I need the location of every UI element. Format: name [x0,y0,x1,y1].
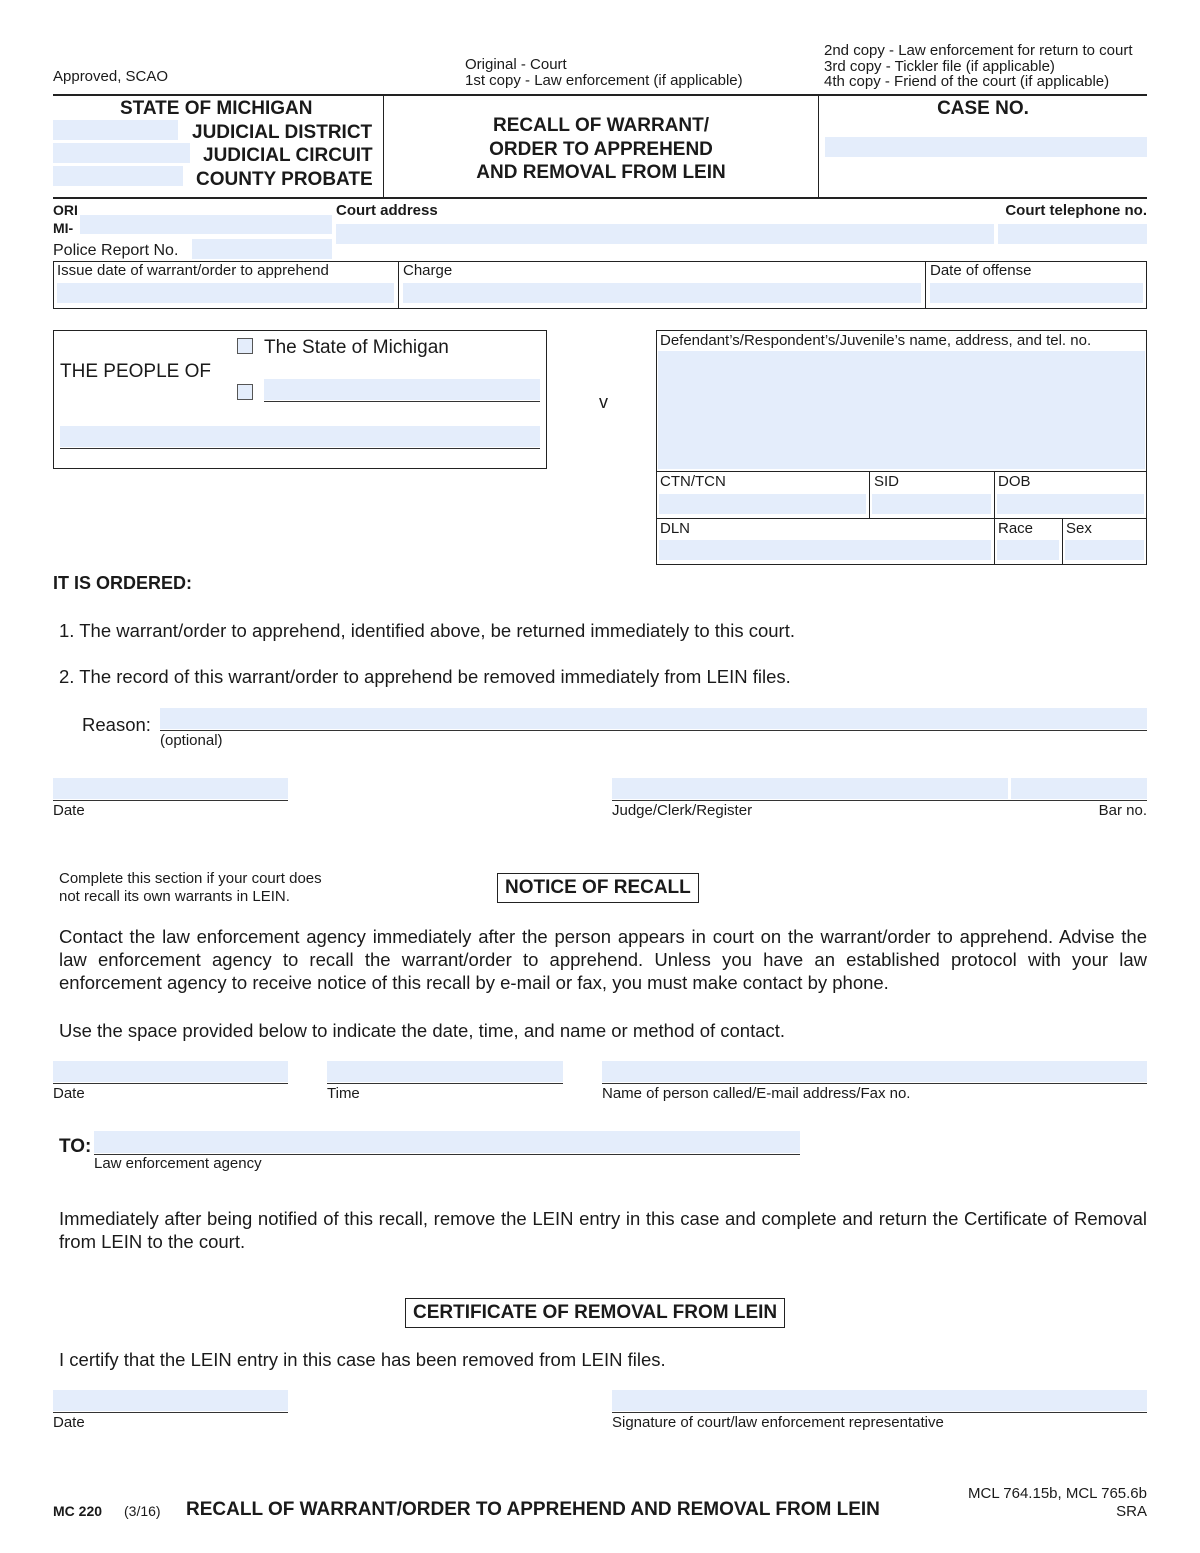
copy-line: Original - Court [465,56,567,73]
other-plaintiff-field[interactable] [264,379,540,400]
court-address-label: Court address [336,202,438,219]
defendant-col-rule [994,471,995,565]
ctn-tcn-label: CTN/TCN [660,473,726,490]
certificate-date-underline [53,1412,288,1413]
mcl-reference: MCL 764.15b, MCL 765.6b [968,1485,1147,1502]
copy-distribution-right [824,43,1133,90]
versus-label: v [599,392,608,412]
dob-label: DOB [998,473,1031,490]
circuit-field[interactable] [53,143,190,163]
ori-field[interactable] [80,215,332,234]
race-field[interactable] [997,540,1059,560]
sid-label: SID [874,473,900,490]
bar-no-label: Bar no. [1098,802,1147,819]
copy-distribution-center [465,57,743,89]
state-of-michigan-option: The State of Michigan [264,337,449,358]
defendant-col-rule [1062,518,1063,565]
sex-field[interactable] [1065,540,1144,560]
district-field[interactable] [53,120,178,140]
sra-reference: SRA [1116,1503,1147,1520]
sex-label: Sex [1066,520,1092,537]
dln-field[interactable] [659,540,991,560]
bar-no-field[interactable] [1011,778,1147,799]
notice-paragraph: Contact the law enforcement agency immediately after the person appears in court on the warrant/order to apprehend. Advise the law enforcement agency to recall the warrant/order to apprehend. Unless you have an established protocol with your law enforcement agency to receive notice of this recall by e-mail or fax, you must make contact by phone. [59,926,1147,993]
header-top-rule [53,94,1147,96]
issue-date-field[interactable] [57,283,394,303]
copy-line: 1st copy - Law enforcement (if applicable) [465,72,743,89]
footer-title: RECALL OF WARRANT/ORDER TO APPREHEND AND REMOVAL FROM LEIN [186,1499,880,1520]
judicial-circuit-label: JUDICIAL CIRCUIT [203,145,373,166]
side-note-line: not recall its own warrants in LEIN. [59,888,290,905]
county-probate-field[interactable] [53,166,183,186]
charge-label: Charge [403,262,453,279]
sid-field[interactable] [872,494,991,514]
reason-field[interactable] [160,708,1147,729]
defendant-name-label: Defendant’s/Respondent’s/Juvenile’s name, address, and tel. no. [660,332,1092,349]
reason-optional-note: (optional) [160,732,223,749]
police-report-field[interactable] [192,239,332,259]
it-is-ordered-heading: IT IS ORDERED: [53,573,193,593]
notice-of-recall-title: NOTICE OF RECALL [497,873,699,903]
certificate-signature-underline [612,1412,1147,1413]
approval-note: Approved, SCAO [53,68,169,85]
defendant-col-rule [869,471,870,518]
case-no-label: CASE NO. [937,98,1029,119]
contact-time-label: Time [327,1085,360,1102]
warrant-info-divider [398,261,399,309]
date-of-offense-label: Date of offense [930,262,1032,279]
contact-time-field[interactable] [327,1061,563,1082]
contact-time-underline [327,1083,563,1084]
contact-date-underline [53,1083,288,1084]
people-of-label: THE PEOPLE OF [60,361,211,382]
reason-label: Reason: [82,714,151,735]
race-label: Race [998,520,1034,537]
dob-field[interactable] [997,494,1144,514]
to-label: TO: [59,1136,92,1157]
copy-line: 3rd copy - Tickler file (if applicable) [824,57,1055,75]
judicial-district-label: JUDICIAL DISTRICT [192,122,373,143]
police-report-label: Police Report No. [53,242,179,259]
state-of-michigan-checkbox[interactable] [237,338,253,354]
judge-underline [612,800,1147,801]
people-extra-field[interactable] [60,426,540,447]
removal-instruction: Immediately after being notified of this recall, remove the LEIN entry in this case and complete and return the Certificate of Removal from LEIN to the court. [59,1208,1147,1252]
law-enforcement-agency-field[interactable] [94,1131,800,1153]
certificate-date-label: Date [53,1414,85,1431]
law-enforcement-agency-label: Law enforcement agency [94,1155,262,1172]
contact-date-label: Date [53,1085,85,1102]
form-number: MC 220 [53,1503,103,1519]
ori-label: ORI [53,202,78,218]
certificate-signature-label: Signature of court/law enforcement representative [612,1414,944,1431]
order-date-label: Date [53,802,85,819]
certificate-signature-field[interactable] [612,1390,1147,1411]
judge-signature-field[interactable] [612,778,1008,799]
people-extra-underline [60,448,540,449]
court-telephone-field[interactable] [998,224,1147,244]
contact-name-field[interactable] [602,1061,1147,1082]
header-bottom-rule [53,197,1147,199]
copy-line: 2nd copy - Law enforcement for return to court [824,42,1133,59]
other-plaintiff-underline [264,401,540,402]
charge-field[interactable] [403,283,921,303]
defendant-row-rule [656,518,1147,519]
order-date-underline [53,800,288,801]
form-title-line: RECALL OF WARRANT/ [492,115,710,136]
contact-date-field[interactable] [53,1061,288,1082]
dln-label: DLN [660,520,691,537]
court-address-field[interactable] [336,224,994,244]
copy-line: 4th copy - Friend of the court (if applicable) [824,73,1110,90]
state-of-michigan: STATE OF MICHIGAN [120,98,313,119]
notice-instruction: Use the space provided below to indicate the date, time, and name or method of contact. [59,1020,786,1041]
contact-name-label: Name of person called/E-mail address/Fax no. [602,1085,911,1102]
issue-date-label: Issue date of warrant/order to apprehend [57,262,329,279]
order-date-field[interactable] [53,778,288,799]
mi-label: MI- [53,220,74,236]
certificate-title: CERTIFICATE OF REMOVAL FROM LEIN [405,1298,785,1328]
order-item-2: 2. The record of this warrant/order to apprehend be removed immediately from LEIN files. [59,666,791,687]
certificate-date-field[interactable] [53,1390,288,1411]
court-telephone-label: Court telephone no. [1005,202,1147,219]
form-title-line: ORDER TO APPREHEND [489,138,713,160]
defendant-row-rule [656,471,1147,472]
ctn-tcn-field[interactable] [659,494,866,514]
form-revision: (3/16) [124,1503,161,1519]
side-note-line: Complete this section if your court does [59,870,322,887]
contact-name-underline [602,1083,1147,1084]
certificate-text: I certify that the LEIN entry in this case has been removed from LEIN files. [59,1349,666,1370]
case-no-field[interactable] [825,137,1147,157]
notice-side-note [59,870,322,906]
statute-reference [968,1485,1147,1521]
reason-underline [160,730,1147,731]
county-probate-label: COUNTY PROBATE [196,169,373,190]
form-title-line: AND REMOVAL FROM LEIN [476,162,726,183]
judge-clerk-register-label: Judge/Clerk/Register [612,802,753,819]
order-item-1: 1. The warrant/order to apprehend, identified above, be returned immediately to this court. [59,620,795,641]
defendant-name-field[interactable] [658,351,1145,469]
form-title [384,114,818,185]
warrant-info-divider [925,261,926,309]
date-of-offense-field[interactable] [930,283,1143,303]
other-plaintiff-checkbox[interactable] [237,384,253,400]
